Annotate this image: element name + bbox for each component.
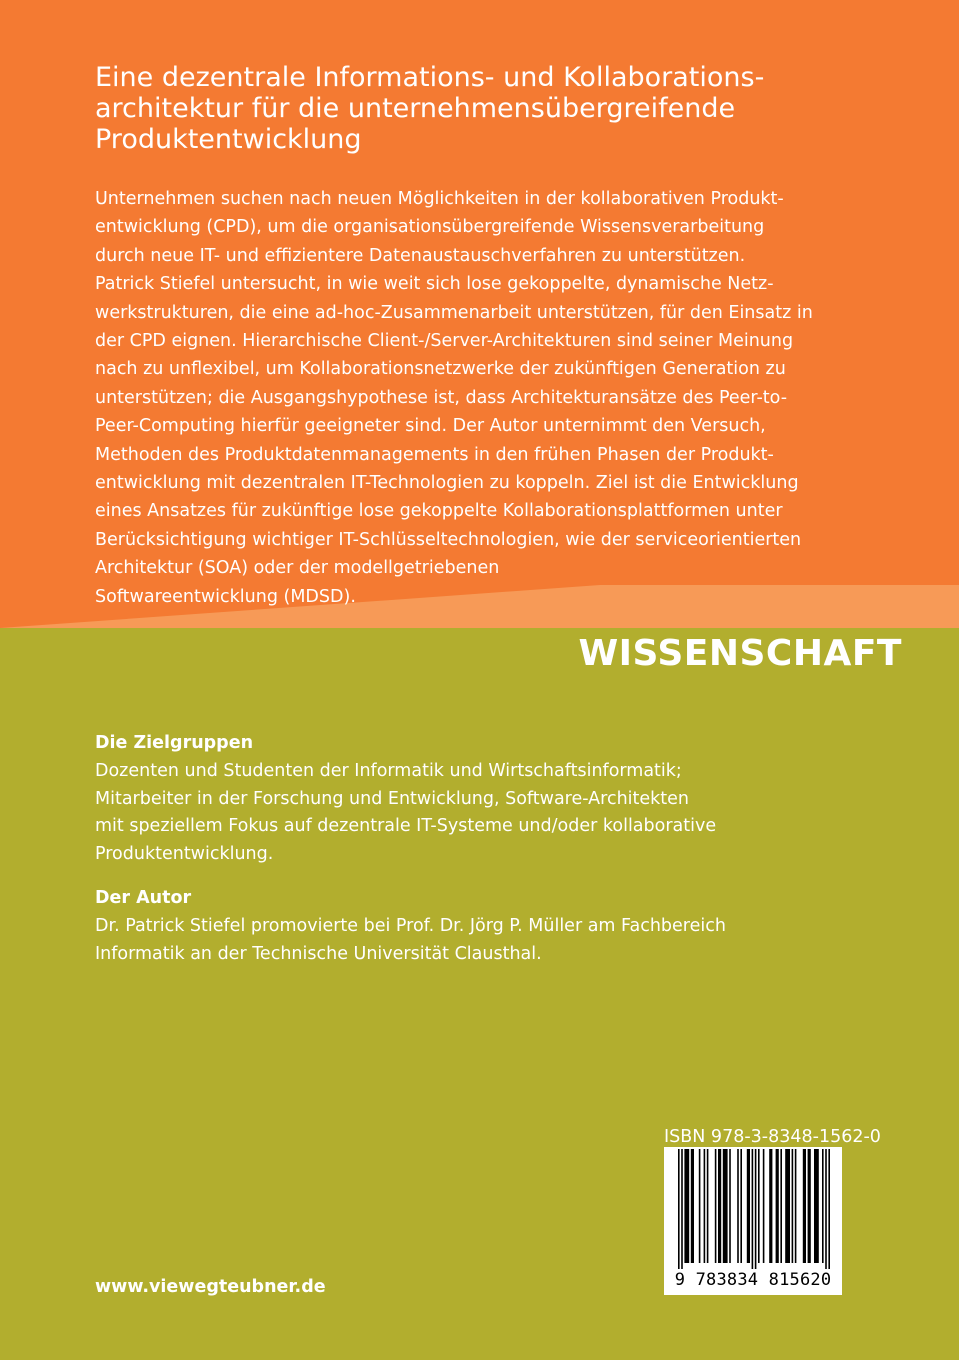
barcode-bar [747,1149,750,1263]
barcode-bar [691,1149,694,1263]
barcode-bar [715,1149,717,1263]
target-group-text: Dozenten und Studenten der Informatik und Wirtschaftsinformatik; Mitarbeiter in der Forschung und Entwicklung, Software-Architekten mit speziellem Fokus auf dezentrale IT-Systeme und/oder kollaborative Produktentwicklung. [95,761,717,865]
barcode-bar [699,1149,701,1263]
barcode-bar [752,1149,754,1269]
barcode-bar [718,1149,721,1263]
barcode-bar [808,1149,811,1263]
barcode-bar [704,1149,706,1263]
barcode-bar [758,1149,760,1263]
barcode-bar [737,1149,739,1263]
publisher-website[interactable]: www.viewegteubner.de [95,1277,326,1297]
barcode-bar [795,1149,797,1263]
book-title: Eine dezentrale Informations- und Kollaborations- architektur für die unternehmensübergreifende Produktentwicklung [95,62,765,155]
barcode-bar [763,1149,765,1263]
barcode-bar [780,1149,782,1263]
barcode-bar [681,1149,683,1269]
barcode-bar [729,1149,731,1263]
orange-panel [0,0,959,628]
barcode-bar [740,1149,742,1263]
barcode-bar [803,1149,806,1263]
isbn-label: ISBN 978-3-8348-1562-0 [664,1127,881,1147]
book-description: Unternehmen suchen nach neuen Möglichkeiten in der kollaborativen Produkt- entwicklung (CPD), um die organisationsübergreifende Wissensverarbeitung durch neue IT- und effizientere Datenaustauschverfahren zu unterstützen. Patrick Stiefel untersucht, in wie weit sich lose gekoppelte, dynamische Netz- werkstrukturen, die eine ad-hoc-Zusammenarbeit unterstützen, für den Einsatz in der CPD eignen. Hierarchische Client-/Server-Architekturen sind seiner Meinung nach zu unflexibel, um Kollaborationsnetzwerke der zukünftigen Generation zu unterstützen; die Ausgangshypothese ist, dass Architekturansätze des Peer-to- Peer-Computing hierfür geeigneter sind. Der Autor unternimmt den Versuch, Methoden des Produktdatenmanagements in den frühen Phasen der Produkt- entwicklung mit dezentralen IT-Technologien zu koppeln. Ziel ist die Entwicklung eines Ansatzes für zukünftige lose gekoppelte Kollaborationsplattformen unter Berücksichtigung wichtiger IT-Schlüsseltechnologien, wie der serviceorientierten Architektur (SOA) oder der modellgetriebenen Softwareentwicklung (MDSD). [95,189,813,607]
barcode-bar [776,1149,779,1263]
series-label: WISSENSCHAFT [578,633,902,674]
isbn-barcode [664,1147,842,1295]
barcode-bar [814,1149,819,1263]
barcode-bar [684,1149,689,1263]
barcode-bar [785,1149,790,1263]
author-text: Dr. Patrick Stiefel promovierte bei Prof. Dr. Jörg P. Müller am Fachbereich Informatik an der Technische Universität Clausthal. [95,916,726,964]
barcode-bar [755,1149,757,1269]
author-heading: Der Autor [95,888,192,908]
barcode-bar [723,1149,728,1263]
barcode-digits: 9 783834 815620 [674,1270,832,1290]
barcode-bar [792,1149,794,1263]
barcode-bars [664,1147,842,1271]
barcode-bar [825,1149,827,1269]
barcode-bar [822,1149,824,1263]
barcode-bar [678,1149,680,1269]
barcode-bar [769,1149,772,1263]
target-group-heading: Die Zielgruppen [95,733,254,753]
barcode-bar [828,1149,830,1269]
barcode-bar [707,1149,709,1263]
